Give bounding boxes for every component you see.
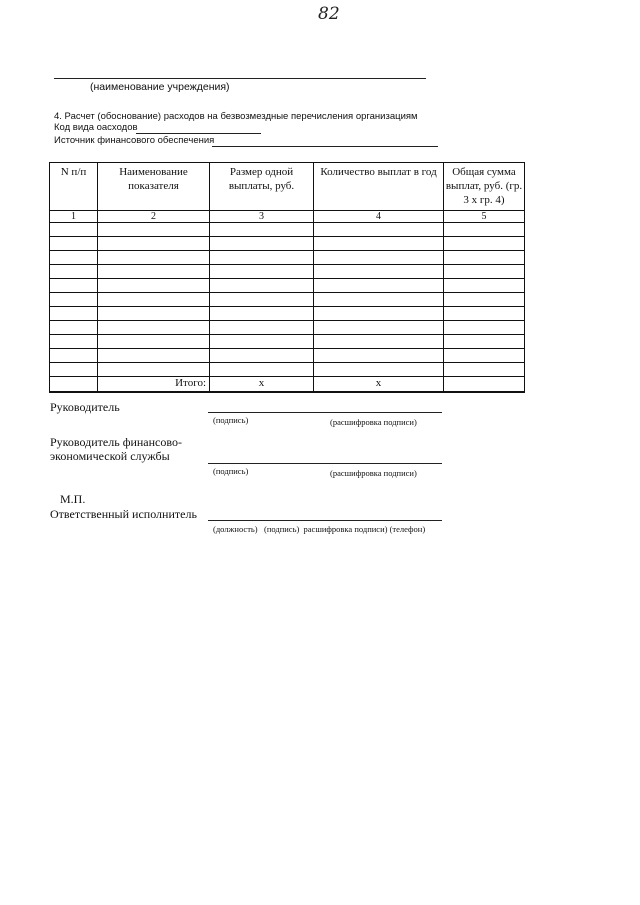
table-cell[interactable]	[210, 265, 314, 279]
table-cell[interactable]	[98, 279, 210, 293]
table-header-row	[50, 163, 525, 211]
funding-source-field[interactable]	[212, 146, 438, 147]
column-number: 3	[210, 211, 314, 223]
table-cell[interactable]	[210, 223, 314, 237]
expense-code-field[interactable]	[136, 133, 261, 134]
executor-caption: (должность) (подпись) расшифровка подписи) (телефон)	[213, 524, 426, 534]
table-cell[interactable]	[314, 237, 444, 251]
table-cell[interactable]	[50, 223, 98, 237]
table-cell[interactable]	[210, 251, 314, 265]
institution-caption: (наименование учреждения)	[90, 81, 230, 93]
head-signature-line[interactable]	[208, 412, 442, 413]
table-row	[50, 237, 525, 251]
table-row	[50, 307, 525, 321]
table-cell[interactable]	[210, 335, 314, 349]
table-cell[interactable]	[444, 363, 525, 377]
table-row	[50, 321, 525, 335]
head-signature-caption: (подпись)	[213, 415, 249, 425]
table-cell[interactable]	[98, 363, 210, 377]
table-cell[interactable]	[98, 251, 210, 265]
table-cell[interactable]	[210, 293, 314, 307]
total-empty-cell	[50, 377, 98, 392]
table-row	[50, 349, 525, 363]
table-cell[interactable]	[314, 307, 444, 321]
table-cell[interactable]	[50, 293, 98, 307]
table-cell[interactable]	[314, 335, 444, 349]
executor-signature-line[interactable]	[208, 520, 442, 521]
section-title: 4. Расчет (обоснование) расходов на безвозмездные перечисления организациям	[54, 111, 418, 122]
table-cell[interactable]	[444, 321, 525, 335]
table-cell[interactable]	[210, 321, 314, 335]
table-row	[50, 251, 525, 265]
table-cell[interactable]	[50, 307, 98, 321]
table-cell[interactable]	[210, 307, 314, 321]
table-cell[interactable]	[314, 265, 444, 279]
column-number: 1	[50, 211, 98, 223]
table-cell[interactable]	[444, 307, 525, 321]
table-row	[50, 279, 525, 293]
table-row	[50, 363, 525, 377]
table-cell[interactable]	[50, 321, 98, 335]
table-cell[interactable]	[98, 293, 210, 307]
finance-signature-caption: (подпись)	[213, 466, 249, 476]
table-cell[interactable]	[50, 265, 98, 279]
header-payments-per-year: Количество выплат в год	[314, 163, 444, 211]
finance-label-line2: экономической службы	[50, 449, 170, 463]
table-cell[interactable]	[50, 279, 98, 293]
total-col3-mark: х	[210, 377, 314, 392]
table-cell[interactable]	[444, 251, 525, 265]
institution-line	[54, 78, 426, 79]
table-row	[50, 335, 525, 349]
table-cell[interactable]	[98, 307, 210, 321]
table-cell[interactable]	[50, 363, 98, 377]
table-cell[interactable]	[444, 349, 525, 363]
table-cell[interactable]	[50, 237, 98, 251]
table-cell[interactable]	[210, 279, 314, 293]
table-cell[interactable]	[314, 293, 444, 307]
table-cell[interactable]	[314, 349, 444, 363]
table-cell[interactable]	[444, 237, 525, 251]
table-row	[50, 293, 525, 307]
table-cell[interactable]	[444, 279, 525, 293]
table-cell[interactable]	[210, 363, 314, 377]
table-cell[interactable]	[98, 237, 210, 251]
table-cell[interactable]	[444, 293, 525, 307]
header-indicator-name: Наименование показателя	[98, 163, 210, 211]
expense-code-label: Код вида оасходов	[54, 122, 138, 133]
table-cell[interactable]	[314, 321, 444, 335]
column-number-row	[50, 211, 525, 223]
funding-source-label: Источник финансового обеспечения	[54, 135, 215, 146]
finance-signature-line[interactable]	[208, 463, 442, 464]
total-label: Итого:	[98, 377, 210, 392]
stamp-mark: М.П.	[60, 492, 86, 506]
table-cell[interactable]	[314, 279, 444, 293]
total-sum-cell[interactable]	[444, 377, 525, 392]
head-decoding-caption: (расшифровка подписи)	[330, 417, 417, 427]
expense-table	[49, 162, 525, 393]
header-payment-size: Размер одной выплаты, руб.	[210, 163, 314, 211]
table-cell[interactable]	[98, 335, 210, 349]
finance-decoding-caption: (расшифровка подписи)	[330, 468, 417, 478]
table-cell[interactable]	[444, 335, 525, 349]
table-cell[interactable]	[314, 223, 444, 237]
total-col4-mark: х	[314, 377, 444, 392]
table-row	[50, 223, 525, 237]
table-cell[interactable]	[444, 265, 525, 279]
column-number: 4	[314, 211, 444, 223]
table-cell[interactable]	[210, 349, 314, 363]
column-number: 5	[444, 211, 525, 223]
table-cell[interactable]	[314, 363, 444, 377]
header-row-number: N п/п	[50, 163, 98, 211]
total-row	[50, 377, 525, 392]
table-cell[interactable]	[98, 321, 210, 335]
table-cell[interactable]	[314, 251, 444, 265]
head-label: Руководитель	[50, 400, 120, 414]
column-number: 2	[98, 211, 210, 223]
table-cell[interactable]	[98, 349, 210, 363]
table-cell[interactable]	[50, 335, 98, 349]
executor-label: Ответственный исполнитель	[50, 507, 197, 521]
table-cell[interactable]	[50, 349, 98, 363]
header-total-sum: Общая сумма выплат, руб. (гр. 3 х гр. 4)	[444, 163, 525, 211]
table-cell[interactable]	[98, 265, 210, 279]
table-cell[interactable]	[210, 237, 314, 251]
table-cell[interactable]	[50, 251, 98, 265]
table-cell[interactable]	[444, 223, 525, 237]
table-row	[50, 265, 525, 279]
finance-label-line1: Руководитель финансово-	[50, 435, 182, 449]
page-number: 82	[318, 4, 340, 24]
table-cell[interactable]	[98, 223, 210, 237]
